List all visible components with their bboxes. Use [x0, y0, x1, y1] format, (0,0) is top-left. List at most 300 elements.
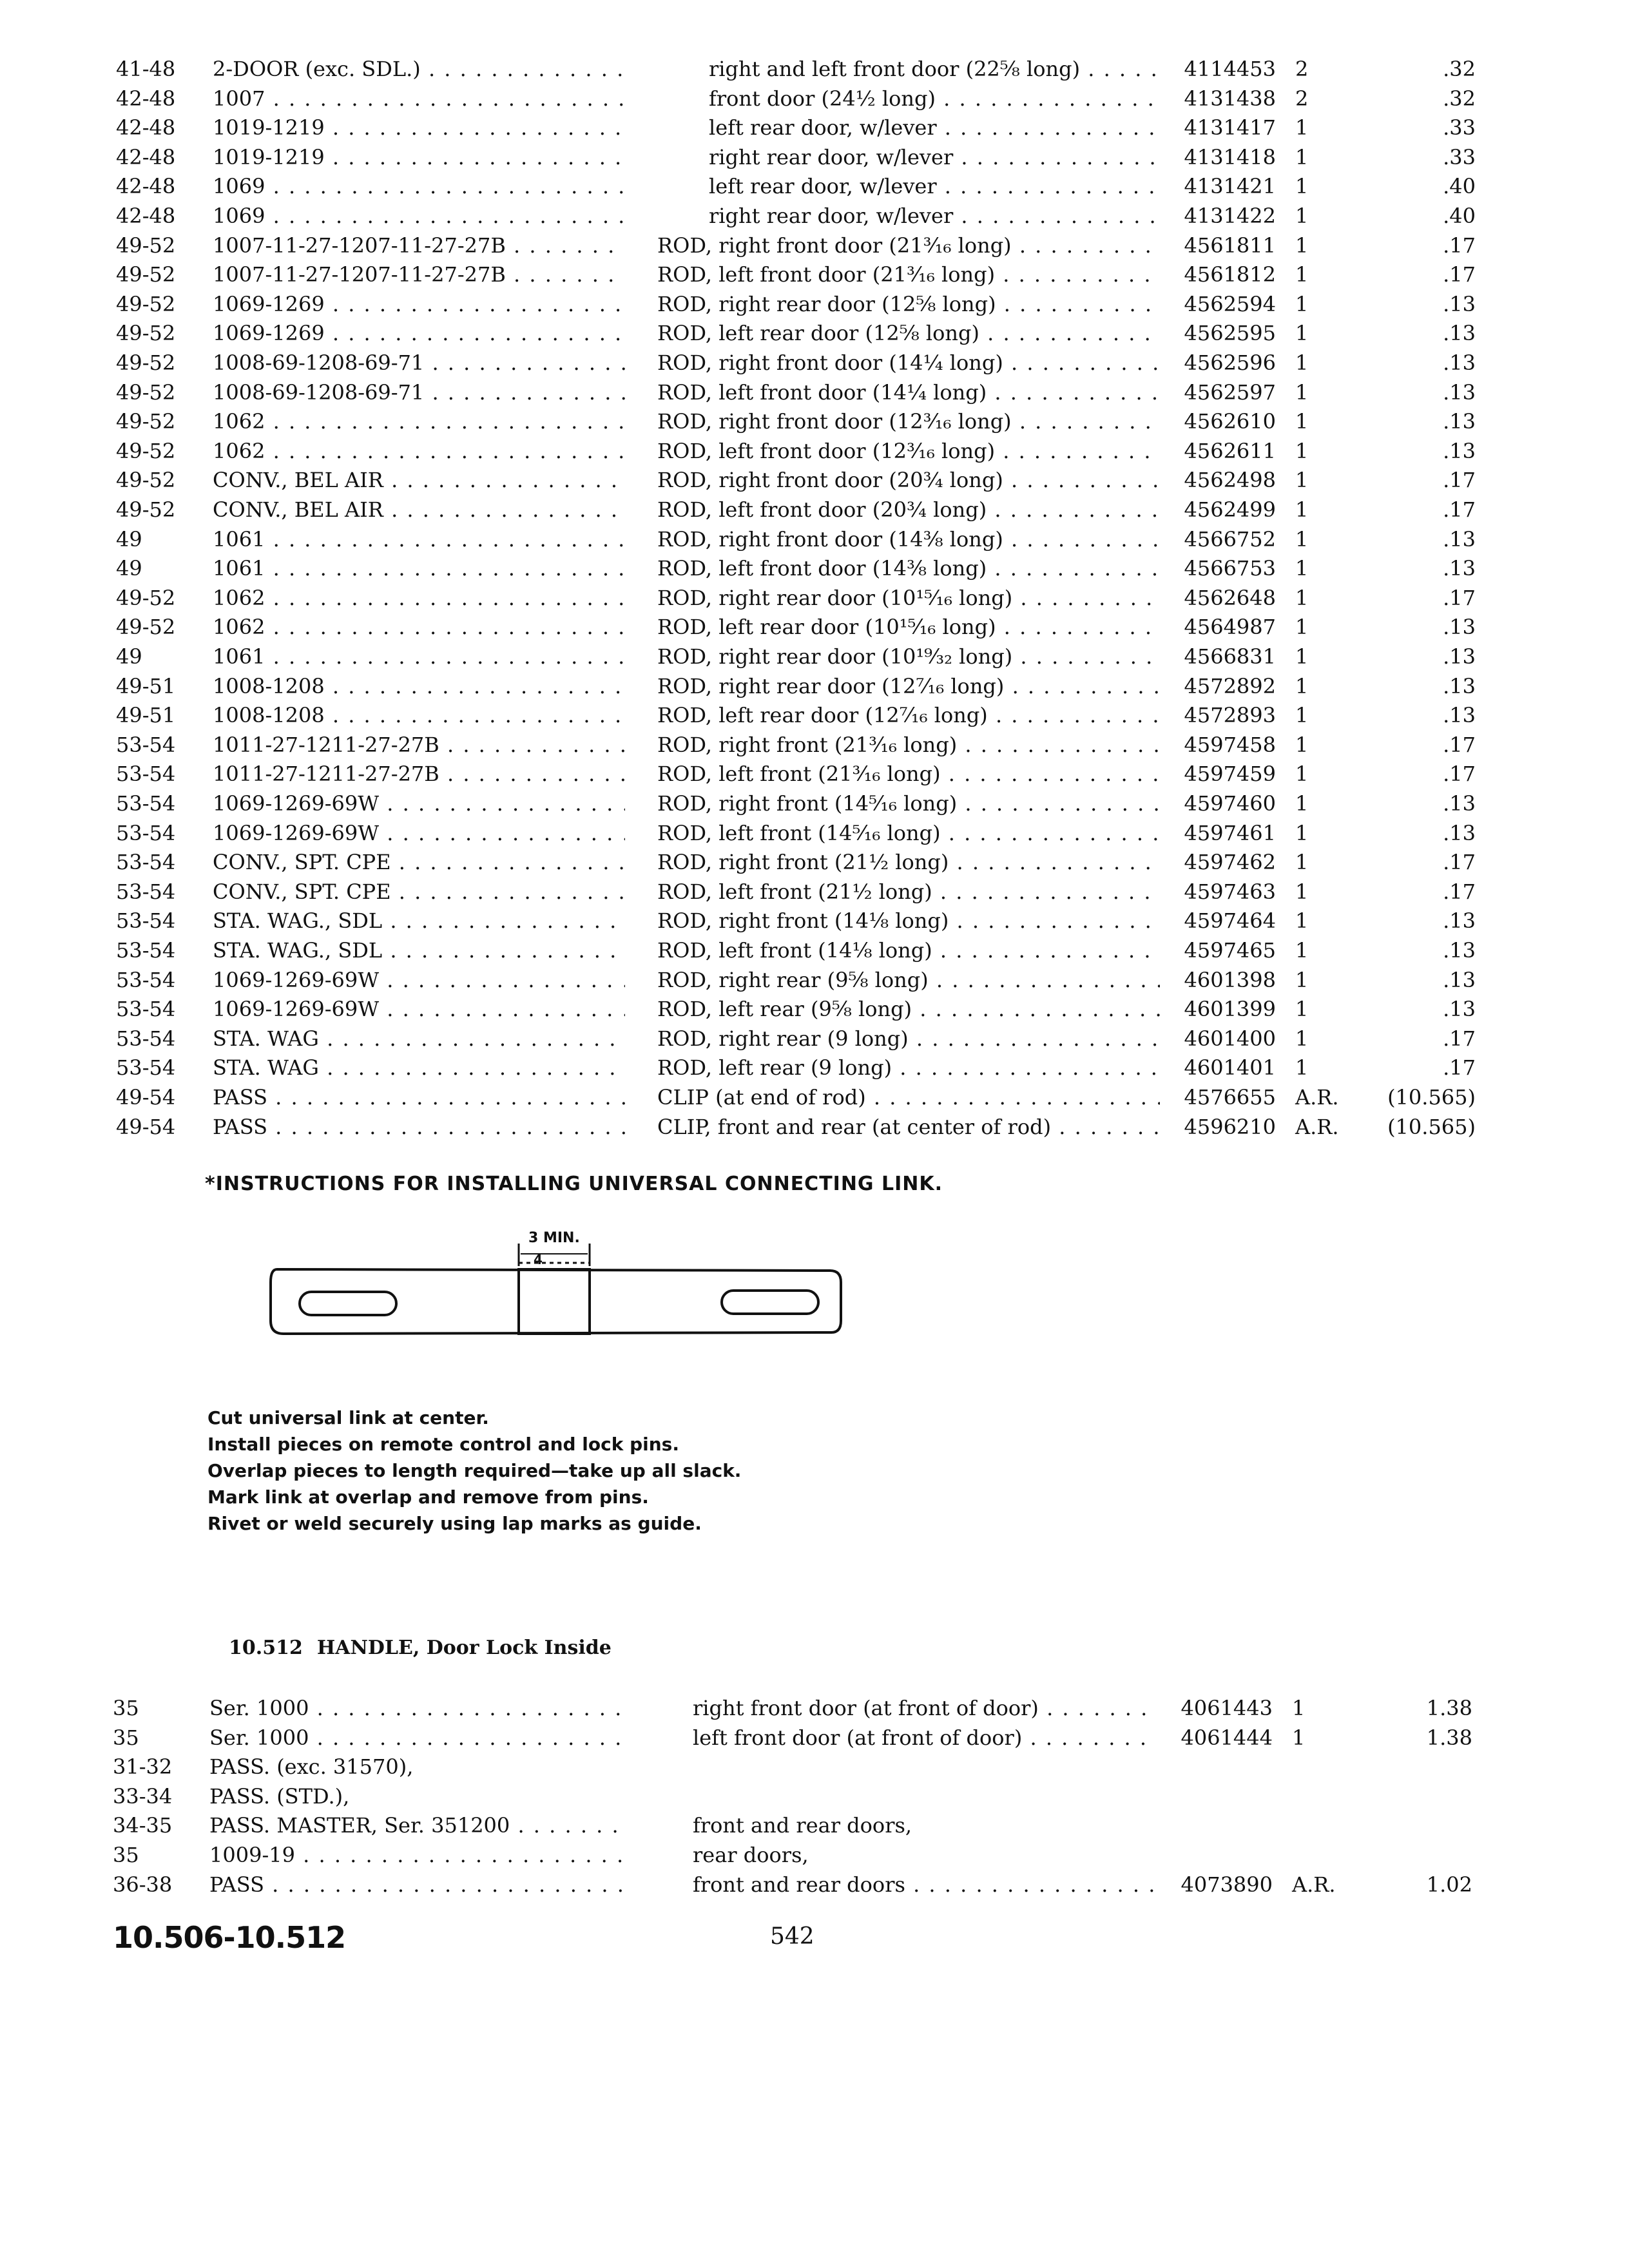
description-cell: ROD, left front (21³⁄₁₆ long) . . . [657, 759, 1160, 789]
description-cell: ROD, right front door (21³⁄₁₆ long) . . . [657, 231, 1160, 260]
description-cell: ROD, right front door (12³⁄₁₆ long) . . . [657, 407, 1160, 436]
quantity-cell: 1 [1295, 879, 1309, 904]
quantity-cell: 1 [1295, 673, 1309, 698]
quantity-cell: 1 [1295, 615, 1309, 640]
price-cell: .13 [1443, 644, 1476, 669]
model-cell: 1069-1269-69W . . . [213, 818, 625, 848]
description-cell: ROD, left rear (9⅝ long) . . . [657, 994, 1160, 1024]
model-cell: 1007-11-27-1207-11-27-27B . . . [213, 260, 625, 289]
year-cell: 42-48 [116, 174, 176, 199]
price-cell: .17 [1443, 233, 1476, 258]
year-cell: 49-52 [116, 409, 176, 434]
price-cell: .13 [1443, 820, 1476, 845]
description-cell: ROD, left front (14⅛ long) . . . [657, 936, 1160, 965]
quantity-cell: 1 [1295, 938, 1309, 963]
year-cell: 49-52 [116, 351, 176, 375]
year-cell: 53-54 [116, 820, 176, 845]
year-cell: 53-54 [116, 967, 176, 992]
footer-section-ref: 10.506-10.512 [113, 1920, 346, 1955]
part-number-cell: 4566831 [1184, 644, 1276, 669]
price-cell: .17 [1443, 1026, 1476, 1051]
table-row [116, 730, 1521, 760]
price-cell: .33 [1443, 144, 1476, 169]
year-cell: 33-34 [113, 1783, 173, 1809]
model-cell: 1069 . . . [213, 171, 625, 201]
part-number-cell: 4561812 [1184, 262, 1276, 287]
year-cell: 49-52 [116, 233, 176, 258]
year-cell: 49-51 [116, 673, 176, 698]
model-cell: 2-DOOR (exc. SDL.) . . . [213, 54, 625, 84]
part-number-cell: 4597461 [1184, 820, 1276, 845]
table-row [116, 1112, 1521, 1142]
model-cell: PASS . . . [213, 1082, 625, 1112]
quantity-cell: 1 [1292, 1725, 1306, 1750]
description-cell: ROD, left front door (21³⁄₁₆ long) . . . [657, 260, 1160, 289]
part-number-cell: 4572893 [1184, 703, 1276, 728]
instruction-step: Install pieces on remote control and lock pins. [207, 1434, 679, 1455]
quantity-cell: 1 [1295, 820, 1309, 845]
table-row [116, 524, 1521, 554]
description-cell: ROD, left front door (20¾ long) . . . [657, 495, 1160, 524]
part-number-cell: 4566753 [1184, 556, 1276, 581]
quantity-cell: 1 [1295, 556, 1309, 581]
model-cell: 1008-1208 . . . [213, 671, 625, 701]
year-cell: 53-54 [116, 1055, 176, 1081]
model-cell: PASS. MASTER, Ser. 351200 . . . [209, 1811, 622, 1840]
model-cell: 1069-1269-69W . . . [213, 965, 625, 995]
price-cell: 1.02 [1426, 1872, 1472, 1897]
diagram-fraction-label: 4 [534, 1252, 543, 1267]
year-cell: 49-52 [116, 438, 176, 463]
year-cell: 53-54 [116, 997, 176, 1022]
model-cell: Ser. 1000 . . . [209, 1723, 622, 1753]
section-title: HANDLE, Door Lock Inside [316, 1637, 612, 1659]
part-number-cell: 4562648 [1184, 585, 1276, 610]
year-cell: 49 [116, 556, 142, 581]
description-cell: ROD, left front door (14¼ long) . . . [657, 378, 1160, 407]
model-cell: 1007-11-27-1207-11-27-27B . . . [213, 231, 625, 260]
year-cell: 35 [113, 1696, 139, 1720]
price-cell: .13 [1443, 938, 1476, 963]
table-row [116, 113, 1521, 142]
table-row [116, 1082, 1521, 1112]
quantity-cell: 1 [1295, 204, 1309, 228]
quantity-cell: A.R. [1295, 1114, 1339, 1139]
price-cell: .13 [1443, 526, 1476, 552]
part-number-cell: 4597460 [1184, 791, 1276, 816]
quantity-cell: 1 [1295, 291, 1309, 316]
year-cell: 49 [116, 526, 142, 552]
part-number-cell: 4564987 [1184, 615, 1276, 640]
quantity-cell: 1 [1295, 997, 1309, 1022]
price-cell: .13 [1443, 791, 1476, 816]
price-cell: .32 [1443, 86, 1476, 111]
quantity-cell: 1 [1295, 468, 1309, 493]
price-cell: .13 [1443, 380, 1476, 405]
quantity-cell: 2 [1295, 57, 1309, 81]
price-cell: .17 [1443, 1055, 1476, 1081]
part-number-cell: 4114453 [1184, 57, 1276, 81]
description-cell: left front door (at front of door) . . . [693, 1723, 1157, 1753]
table-row [116, 789, 1521, 818]
table-row [116, 407, 1521, 436]
table-row [116, 54, 1521, 84]
year-cell: 49 [116, 644, 142, 669]
description-cell: front and rear doors . . . [693, 1870, 1157, 1899]
description-cell: ROD, left rear door (12⁷⁄₁₆ long) . . . [657, 700, 1160, 730]
description-cell: left rear door, w/lever . . . [709, 171, 1160, 201]
year-cell: 49-52 [116, 468, 176, 493]
quantity-cell: 1 [1295, 380, 1309, 405]
quantity-cell: 1 [1295, 644, 1309, 669]
year-cell: 31-32 [113, 1754, 173, 1780]
year-cell: 42-48 [116, 144, 176, 169]
table-row [116, 906, 1521, 936]
description-cell: rear doors, [693, 1843, 809, 1867]
model-cell: 1019-1219 . . . [213, 142, 625, 172]
quantity-cell: 1 [1295, 351, 1309, 375]
price-cell: .40 [1443, 174, 1476, 199]
part-number-cell: 4131418 [1184, 144, 1276, 169]
table-row [116, 465, 1521, 495]
model-cell: PASS. (STD.), [209, 1783, 350, 1809]
description-cell: ROD, left front (14⁵⁄₁₆ long) . . . [657, 818, 1160, 848]
connecting-link-diagram [264, 1218, 844, 1353]
description-cell: ROD, right front (21³⁄₁₆ long) . . . [657, 730, 1160, 760]
model-cell: 1069-1269 . . . [213, 318, 625, 348]
description-cell: ROD, right front door (14¼ long) . . . [657, 348, 1160, 378]
description-cell: left rear door, w/lever . . . [709, 113, 1160, 142]
price-cell: .17 [1443, 762, 1476, 787]
quantity-cell: 1 [1295, 762, 1309, 787]
table-row [116, 965, 1521, 995]
model-cell: PASS. (exc. 31570), [209, 1754, 414, 1780]
table-row [116, 1024, 1521, 1053]
price-cell: .13 [1443, 615, 1476, 640]
year-cell: 49-52 [116, 262, 176, 287]
table-row [116, 671, 1521, 701]
model-cell: 1061 . . . [213, 642, 625, 671]
diagram-min-label: 3 MIN. [528, 1230, 580, 1246]
year-cell: 53-54 [116, 850, 176, 875]
model-cell: 1069-1269 . . . [213, 289, 625, 319]
description-cell: front and rear doors, [693, 1813, 912, 1838]
table-row [113, 1840, 1518, 1870]
model-cell: STA. WAG . . . [213, 1024, 625, 1053]
description-cell: ROD, right front door (20¾ long) . . . [657, 465, 1160, 495]
quantity-cell: 1 [1295, 497, 1309, 522]
model-cell: 1011-27-1211-27-27B . . . [213, 730, 625, 760]
table-row [116, 1053, 1521, 1082]
table-row [116, 318, 1521, 348]
model-cell: PASS . . . [209, 1870, 622, 1899]
part-number-cell: 4131422 [1184, 204, 1276, 228]
instruction-step: Mark link at overlap and remove from pins. [207, 1486, 649, 1508]
description-cell: ROD, right rear (9⅝ long) . . . [657, 965, 1160, 995]
year-cell: 53-54 [116, 938, 176, 963]
year-cell: 53-54 [116, 791, 176, 816]
description-cell: ROD, right front door (14⅜ long) . . . [657, 524, 1160, 554]
part-number-cell: 4131438 [1184, 86, 1276, 111]
quantity-cell: 1 [1295, 585, 1309, 610]
part-number-cell: 4566752 [1184, 526, 1276, 552]
table-row [113, 1870, 1518, 1899]
price-cell: .13 [1443, 908, 1476, 934]
description-cell: ROD, right front (21½ long) . . . [657, 847, 1160, 877]
description-cell: right rear door, w/lever . . . [709, 142, 1160, 172]
model-cell: STA. WAG., SDL . . . [213, 936, 625, 965]
quantity-cell: 1 [1295, 850, 1309, 875]
model-cell: 1019-1219 . . . [213, 113, 625, 142]
table-row [113, 1693, 1518, 1723]
price-cell: .17 [1443, 585, 1476, 610]
year-cell: 42-48 [116, 204, 176, 228]
quantity-cell: A.R. [1295, 1085, 1339, 1110]
instructions-title: *INSTRUCTIONS FOR INSTALLING UNIVERSAL CONNECTING LINK. [205, 1173, 943, 1195]
quantity-cell: 1 [1295, 1055, 1309, 1081]
quantity-cell: 1 [1295, 438, 1309, 463]
model-cell: 1008-69-1208-69-71 . . . [213, 378, 625, 407]
model-cell: 1062 . . . [213, 407, 625, 436]
year-cell: 53-54 [116, 732, 176, 757]
model-cell: CONV., BEL AIR . . . [213, 465, 625, 495]
description-cell: ROD, right rear door (10¹⁹⁄₃₂ long) . . . [657, 642, 1160, 671]
price-cell: .32 [1443, 57, 1476, 81]
part-number-cell: 4597459 [1184, 762, 1276, 787]
table-row [116, 994, 1521, 1024]
model-cell: 1069-1269-69W . . . [213, 994, 625, 1024]
table-row [116, 583, 1521, 613]
description-cell: right rear door, w/lever . . . [709, 201, 1160, 231]
price-cell: (10.565) [1387, 1114, 1476, 1139]
price-cell: .13 [1443, 291, 1476, 316]
price-cell: (10.565) [1387, 1085, 1476, 1110]
part-number-cell: 4576655 [1184, 1085, 1276, 1110]
year-cell: 34-35 [113, 1813, 173, 1838]
year-cell: 35 [113, 1843, 139, 1867]
part-number-cell: 4562611 [1184, 438, 1276, 463]
description-cell: ROD, left rear door (12⅝ long) . . . [657, 318, 1160, 348]
year-cell: 49-52 [116, 291, 176, 316]
model-cell: 1062 . . . [213, 436, 625, 466]
year-cell: 42-48 [116, 115, 176, 140]
price-cell: 1.38 [1426, 1696, 1472, 1720]
quantity-cell: 1 [1292, 1696, 1306, 1720]
model-cell: 1007 . . . [213, 84, 625, 113]
part-number-cell: 4562610 [1184, 409, 1276, 434]
table-row [116, 378, 1521, 407]
description-cell: right and left front door (22⅝ long) . . . [709, 54, 1160, 84]
table-row [116, 348, 1521, 378]
year-cell: 36-38 [113, 1872, 173, 1897]
table-row [116, 495, 1521, 524]
page-number: 542 [770, 1923, 815, 1950]
price-cell: .13 [1443, 438, 1476, 463]
description-cell: CLIP (at end of rod) . . . [657, 1082, 1160, 1112]
table-row [116, 553, 1521, 583]
model-cell: 1008-1208 . . . [213, 700, 625, 730]
part-number-cell: 4597465 [1184, 938, 1276, 963]
model-cell: STA. WAG . . . [213, 1053, 625, 1082]
table-row [116, 201, 1521, 231]
instruction-step: Overlap pieces to length required—take up all slack. [207, 1460, 742, 1481]
quantity-cell: 1 [1295, 409, 1309, 434]
quantity-cell: 1 [1295, 115, 1309, 140]
year-cell: 35 [113, 1725, 139, 1750]
model-cell: 1069-1269-69W . . . [213, 789, 625, 818]
part-number-cell: 4572892 [1184, 673, 1276, 698]
price-cell: .17 [1443, 497, 1476, 522]
part-number-cell: 4601398 [1184, 967, 1276, 992]
year-cell: 42-48 [116, 86, 176, 111]
quantity-cell: 1 [1295, 321, 1309, 346]
table-row [116, 436, 1521, 466]
part-number-cell: 4562596 [1184, 351, 1276, 375]
model-cell: PASS . . . [213, 1112, 625, 1142]
quantity-cell: 1 [1295, 1026, 1309, 1051]
quantity-cell: 1 [1295, 144, 1309, 169]
description-cell: ROD, left front (21½ long) . . . [657, 877, 1160, 907]
quantity-cell: 1 [1295, 732, 1309, 757]
model-cell: CONV., SPT. CPE . . . [213, 877, 625, 907]
model-cell: 1062 . . . [213, 612, 625, 642]
price-cell: .17 [1443, 468, 1476, 493]
part-number-cell: 4073890 [1181, 1872, 1273, 1897]
price-cell: .33 [1443, 115, 1476, 140]
part-number-cell: 4597464 [1184, 908, 1276, 934]
quantity-cell: 1 [1295, 967, 1309, 992]
section-heading [229, 1637, 612, 1659]
year-cell: 49-51 [116, 703, 176, 728]
year-cell: 49-52 [116, 380, 176, 405]
year-cell: 49-52 [116, 615, 176, 640]
price-cell: .13 [1443, 673, 1476, 698]
part-number-cell: 4562597 [1184, 380, 1276, 405]
model-cell: 1061 . . . [213, 553, 625, 583]
description-cell: ROD, left front door (12³⁄₁₆ long) . . . [657, 436, 1160, 466]
table-row [116, 231, 1521, 260]
part-number-cell: 4561811 [1184, 233, 1276, 258]
model-cell: 1008-69-1208-69-71 . . . [213, 348, 625, 378]
model-cell: 1061 . . . [213, 524, 625, 554]
price-cell: .13 [1443, 351, 1476, 375]
price-cell: .13 [1443, 321, 1476, 346]
model-cell: 1062 . . . [213, 583, 625, 613]
quantity-cell: 2 [1295, 86, 1309, 111]
quantity-cell: 1 [1295, 791, 1309, 816]
part-number-cell: 4601401 [1184, 1055, 1276, 1081]
table-row [113, 1723, 1518, 1753]
year-cell: 41-48 [116, 57, 176, 81]
description-cell: ROD, right rear door (12⁷⁄₁₆ long) . . . [657, 671, 1160, 701]
table-row [116, 142, 1521, 172]
model-cell: CONV., BEL AIR . . . [213, 495, 625, 524]
description-cell: ROD, left front door (14⅜ long) . . . [657, 553, 1160, 583]
quantity-cell: 1 [1295, 233, 1309, 258]
year-cell: 53-54 [116, 908, 176, 934]
table-row [116, 612, 1521, 642]
year-cell: 53-54 [116, 762, 176, 787]
quantity-cell: 1 [1295, 908, 1309, 934]
table-row [116, 847, 1521, 877]
part-number-cell: 4597458 [1184, 732, 1276, 757]
year-cell: 49-54 [116, 1085, 176, 1110]
part-number-cell: 4562594 [1184, 291, 1276, 316]
part-number-cell: 4601400 [1184, 1026, 1276, 1051]
table-row [116, 877, 1521, 907]
description-cell: ROD, right rear (9 long) . . . [657, 1024, 1160, 1053]
price-cell: .13 [1443, 409, 1476, 434]
year-cell: 49-54 [116, 1114, 176, 1139]
table-row [116, 818, 1521, 848]
description-cell: ROD, right rear door (10¹⁵⁄₁₆ long) . . . [657, 583, 1160, 613]
price-cell: .17 [1443, 262, 1476, 287]
part-number-cell: 4596210 [1184, 1114, 1276, 1139]
description-cell: ROD, left rear (9 long) . . . [657, 1053, 1160, 1082]
model-cell: 1009-19 . . . [209, 1840, 622, 1870]
description-cell: CLIP, front and rear (at center of rod) . . . [657, 1112, 1160, 1142]
part-number-cell: 4562499 [1184, 497, 1276, 522]
part-number-cell: 4597463 [1184, 879, 1276, 904]
price-cell: .13 [1443, 556, 1476, 581]
price-cell: 1.38 [1426, 1725, 1472, 1750]
year-cell: 49-52 [116, 497, 176, 522]
description-cell: ROD, right front (14⁵⁄₁₆ long) . . . [657, 789, 1160, 818]
price-cell: .13 [1443, 967, 1476, 992]
table-row [116, 289, 1521, 319]
instructions-steps [207, 1405, 741, 1537]
quantity-cell: 1 [1295, 703, 1309, 728]
table-row [116, 260, 1521, 289]
instruction-step: Cut universal link at center. [207, 1407, 489, 1428]
table-row [116, 84, 1521, 113]
model-cell: CONV., SPT. CPE . . . [213, 847, 625, 877]
part-number-cell: 4562498 [1184, 468, 1276, 493]
model-cell: 1069 . . . [213, 201, 625, 231]
quantity-cell: 1 [1295, 174, 1309, 199]
description-cell: ROD, right rear door (12⅝ long) . . . [657, 289, 1160, 319]
part-number-cell: 4597462 [1184, 850, 1276, 875]
price-cell: .17 [1443, 732, 1476, 757]
model-cell: STA. WAG., SDL . . . [213, 906, 625, 936]
description-cell: ROD, right front (14⅛ long) . . . [657, 906, 1160, 936]
year-cell: 53-54 [116, 1026, 176, 1051]
description-cell: right front door (at front of door) . . . [693, 1693, 1157, 1723]
part-number-cell: 4061444 [1181, 1725, 1273, 1750]
quantity-cell: A.R. [1292, 1872, 1336, 1897]
section-number: 10.512 [229, 1637, 303, 1659]
instruction-step: Rivet or weld securely using lap marks as guide. [207, 1513, 702, 1534]
year-cell: 49-52 [116, 585, 176, 610]
part-number-cell: 4562595 [1184, 321, 1276, 346]
year-cell: 53-54 [116, 879, 176, 904]
table-row [116, 759, 1521, 789]
model-cell: 1011-27-1211-27-27B . . . [213, 759, 625, 789]
table-row [113, 1811, 1518, 1840]
price-cell: .17 [1443, 850, 1476, 875]
description-cell: front door (24½ long) . . . [709, 84, 1160, 113]
price-cell: .13 [1443, 997, 1476, 1022]
table-row [113, 1782, 1518, 1811]
quantity-cell: 1 [1295, 262, 1309, 287]
part-number-cell: 4131417 [1184, 115, 1276, 140]
part-number-cell: 4131421 [1184, 174, 1276, 199]
price-cell: .13 [1443, 703, 1476, 728]
price-cell: .40 [1443, 204, 1476, 228]
price-cell: .17 [1443, 879, 1476, 904]
table-row [116, 642, 1521, 671]
table-row [116, 700, 1521, 730]
